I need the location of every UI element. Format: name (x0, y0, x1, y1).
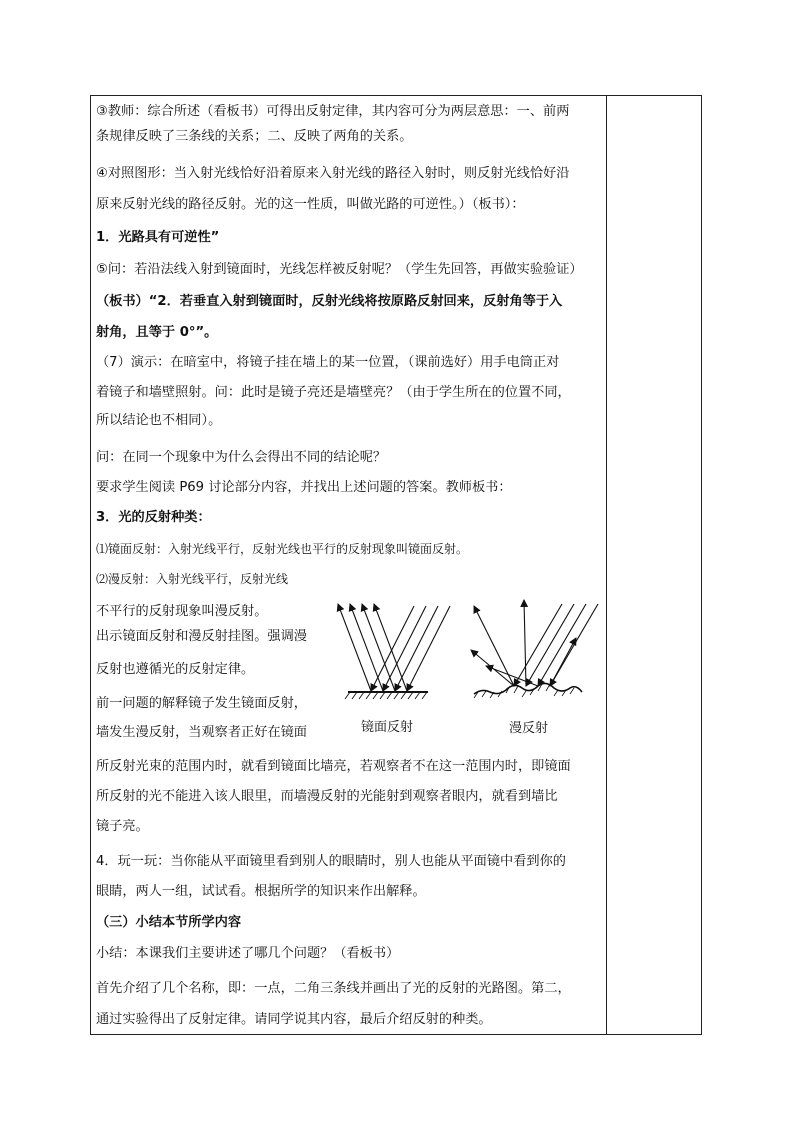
text-line: ⑵漫反射：入射光线平行，反射光线 (96, 572, 289, 586)
section-heading: 3．光的反射种类： (96, 510, 211, 525)
specular-reflection-label: 镜面反射 (361, 720, 414, 735)
text-line: 问：在同一个现象中为什么会得出不同的结论呢？ (96, 450, 387, 465)
text-line: 前一问题的解释镜子发生镜面反射， (96, 696, 307, 711)
section-heading: （三）小结本节所学内容 (96, 915, 242, 930)
text-line: 通过实验得出了反射定律。请同学说其内容，最后介绍反射的种类。 (96, 1012, 492, 1027)
diffuse-reflection-diagram (471, 600, 598, 698)
text-line: 不平行的反射现象叫漫反射。 (96, 604, 268, 619)
text-line: 首先介绍了几个名称，即：一点，二角三条线并画出了光的反射的光路图。第二， (96, 981, 571, 996)
text-line: （板书）“2．若垂直入射到镜面时，反射光线将按原路反射回来，反射角等于入 (96, 294, 563, 309)
text-line: 所反射光束的范围内时，就看到镜面比墙亮，若观察者不在这一范围内时，即镜面 (96, 759, 571, 774)
diffuse-reflection-label: 漫反射 (509, 721, 549, 736)
text-line: 所以结论也不相同）。 (96, 413, 222, 428)
specular-reflection-diagram (338, 604, 450, 699)
text-line: ③教师：综合所述（看板书）可得出反射定律，其内容可分为两层意思：一、前两 (96, 104, 570, 119)
text-line: 射角，且等于 0°”。 (96, 325, 218, 340)
text-line: 条规律反映了三条线的关系；二、反映了两角的关系。 (96, 129, 413, 144)
text-line: 出示镜面反射和漫反射挂图。强调漫 (96, 629, 307, 644)
text-line: 小结：本课我们主要讲述了哪几个问题？（看板书） (96, 946, 400, 961)
text-line: 原来反射光线的路径反射。光的这一性质，叫做光路的可逆性。）（板书）： (96, 197, 525, 212)
table-column-divider (606, 95, 607, 1035)
text-line: 要求学生阅读 P69 讨论部分内容，并找出上述问题的答案。教师板书： (96, 480, 512, 495)
text-line: 眼睛，两人一组，试试看。根据所学的知识来作出解释。 (96, 884, 426, 899)
text-line: 4．玩一玩：当你能从平面镜里看到别人的眼睛时，别人也能从平面镜中看到你的 (96, 854, 566, 869)
text-line: 反射也遵循光的反射定律。 (96, 662, 255, 677)
text-line: ⑴镜面反射：入射光线平行，反射光线也平行的反射现象叫镜面反射。 (96, 542, 469, 556)
text-line: 镜子亮。 (96, 819, 149, 834)
text-line: 着镜子和墙壁照射。问：此时是镜子亮还是墙壁亮？（由于学生所在的位置不同， (96, 385, 571, 400)
text-line: 所反射的光不能进入该人眼里，而墙漫反射的光能射到观察者眼内，就看到墙比 (96, 789, 558, 804)
text-line: ⑤问：若沿法线入射到镜面时，光线怎样被反射呢？（学生先回答，再做实验验证） (96, 262, 583, 277)
text-line: ④对照图形：当入射光线恰好沿着原来入射光线的路径入射时，则反射光线恰好沿 (96, 166, 570, 181)
section-heading: 1．光路具有可逆性” (96, 230, 220, 245)
text-line: 墙发生漫反射，当观察者正好在镜面 (96, 725, 307, 740)
text-line: （7）演示：在暗室中，将镜子挂在墙上的某一位置，（课前选好）用手电筒正对 (96, 355, 560, 370)
reflection-figure (326, 596, 611, 738)
